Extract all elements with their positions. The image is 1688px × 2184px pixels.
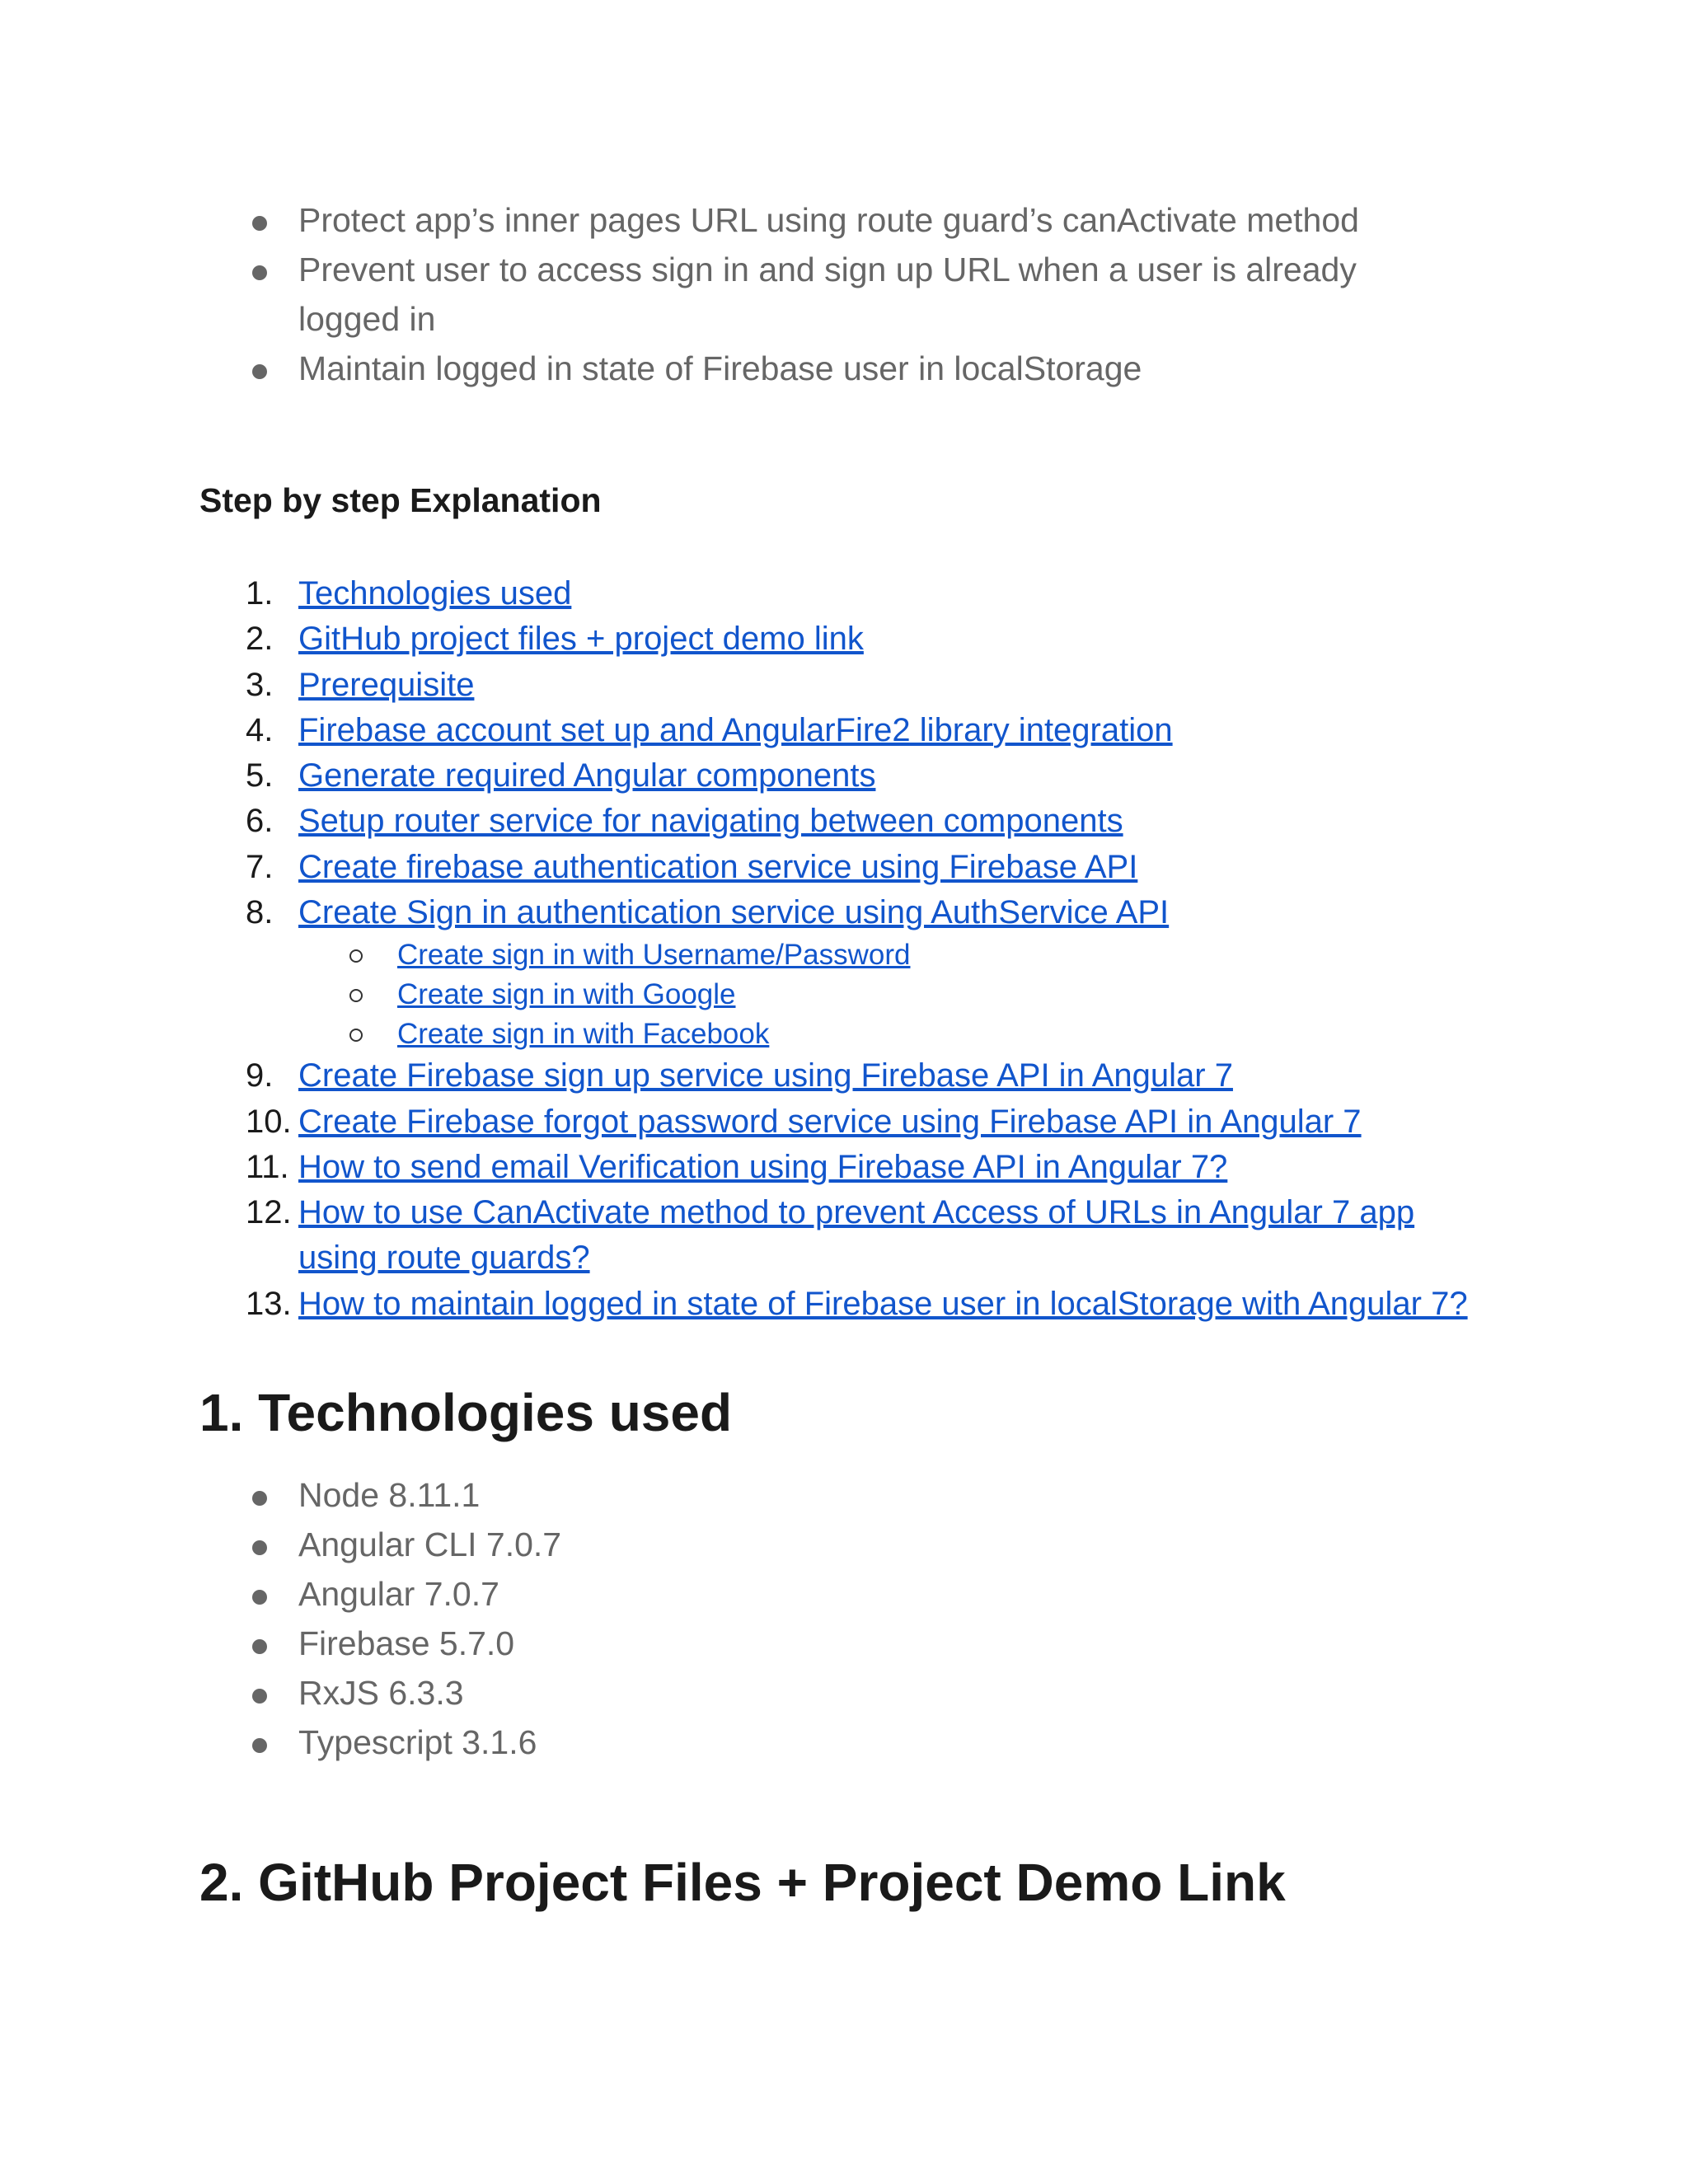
- toc-subitem: [0, 975, 1648, 1015]
- toc-link[interactable]: Create firebase authentication service using Firebase API: [298, 848, 1138, 885]
- toc-item: [0, 890, 1648, 935]
- list-item-text: Protect app’s inner pages URL using route guard’s canActivate method: [298, 201, 1359, 239]
- bullet-icon: [252, 216, 267, 231]
- toc-item: [0, 1282, 1648, 1327]
- technologies-list: [0, 1470, 1566, 1767]
- toc-item: [0, 663, 1648, 708]
- list-item: [0, 195, 1566, 245]
- toc-item: [0, 1190, 1648, 1282]
- list-item-text: Node 8.11.1: [298, 1476, 481, 1514]
- circle-bullet-icon: [349, 1029, 363, 1042]
- toc-subitem: [0, 1015, 1648, 1054]
- toc-number: 11.: [246, 1149, 289, 1186]
- toc-number: 12.: [246, 1194, 292, 1231]
- bullet-icon: [252, 1491, 267, 1506]
- toc-number: 10.: [246, 1103, 292, 1140]
- bullet-icon: [252, 1639, 267, 1654]
- list-item: [0, 1668, 1566, 1718]
- list-item-text: Angular CLI 7.0.7: [298, 1526, 562, 1563]
- list-item-text: Prevent user to access sign in and sign up URL when a user is already logged in: [298, 251, 1357, 338]
- toc-link[interactable]: How to use CanActivate method to prevent Access of URLs in Angular 7 app using route guards?: [298, 1194, 1415, 1277]
- toc-link[interactable]: Firebase account set up and AngularFire2 library integration: [298, 711, 1173, 748]
- bullet-icon: [252, 265, 267, 280]
- list-item: [0, 1470, 1566, 1520]
- section-heading: 2. GitHub Project Files + Project Demo Link: [199, 1853, 1286, 1912]
- toc-number: 7.: [246, 848, 274, 885]
- list-item-text: Firebase 5.7.0: [298, 1624, 515, 1662]
- list-item: [0, 245, 1566, 344]
- step-heading: Step by step Explanation: [199, 481, 602, 519]
- toc-number: 3.: [246, 666, 274, 703]
- toc-link[interactable]: How to send email Verification using Firebase API in Angular 7?: [298, 1149, 1228, 1186]
- list-item-text: Angular 7.0.7: [298, 1575, 499, 1613]
- list-item-text: RxJS 6.3.3: [298, 1674, 464, 1712]
- circle-bullet-icon: [349, 949, 363, 963]
- toc-item: [0, 708, 1648, 753]
- toc-item: [0, 753, 1648, 799]
- toc-link[interactable]: Create Firebase forgot password service using Firebase API in Angular 7: [298, 1103, 1362, 1140]
- toc-link[interactable]: How to maintain logged in state of Firebase user in localStorage with Angular 7?: [298, 1285, 1468, 1322]
- toc-sub-link[interactable]: Create sign in with Google: [397, 978, 736, 1011]
- toc-item: [0, 1145, 1648, 1190]
- toc-subitem: [0, 935, 1648, 975]
- bullet-icon: [252, 1540, 267, 1555]
- bullet-icon: [252, 364, 267, 379]
- list-item-text: Typescript 3.1.6: [298, 1723, 537, 1761]
- toc-number: 1.: [246, 575, 274, 612]
- toc-sub-link[interactable]: Create sign in with Username/Password: [397, 939, 911, 972]
- bullet-icon: [252, 1689, 267, 1704]
- toc-number: 4.: [246, 711, 274, 748]
- list-item: [0, 1619, 1566, 1668]
- toc-number: 9.: [246, 1057, 274, 1094]
- toc-link[interactable]: Prerequisite: [298, 666, 475, 703]
- toc-number: 6.: [246, 803, 274, 840]
- toc-number: 5.: [246, 757, 274, 794]
- toc-link[interactable]: Create Sign in authentication service using AuthService API: [298, 894, 1170, 931]
- intro-bullet-list: [0, 195, 1566, 393]
- toc-number: 8.: [246, 894, 274, 931]
- toc-number: 13.: [246, 1285, 292, 1322]
- toc-item: [0, 799, 1648, 844]
- list-item: [0, 1569, 1566, 1619]
- list-item-text: Maintain logged in state of Firebase user in localStorage: [298, 349, 1142, 387]
- toc-link[interactable]: Technologies used: [298, 575, 572, 612]
- list-item: [0, 1520, 1566, 1569]
- toc-link[interactable]: Create Firebase sign up service using Firebase API in Angular 7: [298, 1057, 1233, 1094]
- toc-link[interactable]: GitHub project files + project demo link: [298, 621, 864, 658]
- toc-item: [0, 571, 1648, 616]
- bullet-icon: [252, 1738, 267, 1753]
- toc-link[interactable]: Generate required Angular components: [298, 757, 876, 794]
- list-item: [0, 1718, 1566, 1767]
- toc-item: [0, 1099, 1648, 1145]
- toc-link[interactable]: Setup router service for navigating between components: [298, 803, 1123, 840]
- toc-sub-link[interactable]: Create sign in with Facebook: [397, 1017, 770, 1050]
- table-of-contents: [0, 571, 1648, 1327]
- toc-item: [0, 616, 1648, 662]
- circle-bullet-icon: [349, 989, 363, 1002]
- list-item: [0, 344, 1566, 393]
- toc-number: 2.: [246, 621, 274, 658]
- bullet-icon: [252, 1590, 267, 1605]
- toc-item: [0, 1053, 1648, 1099]
- section-heading: 1. Technologies used: [199, 1383, 733, 1442]
- toc-item: [0, 845, 1648, 890]
